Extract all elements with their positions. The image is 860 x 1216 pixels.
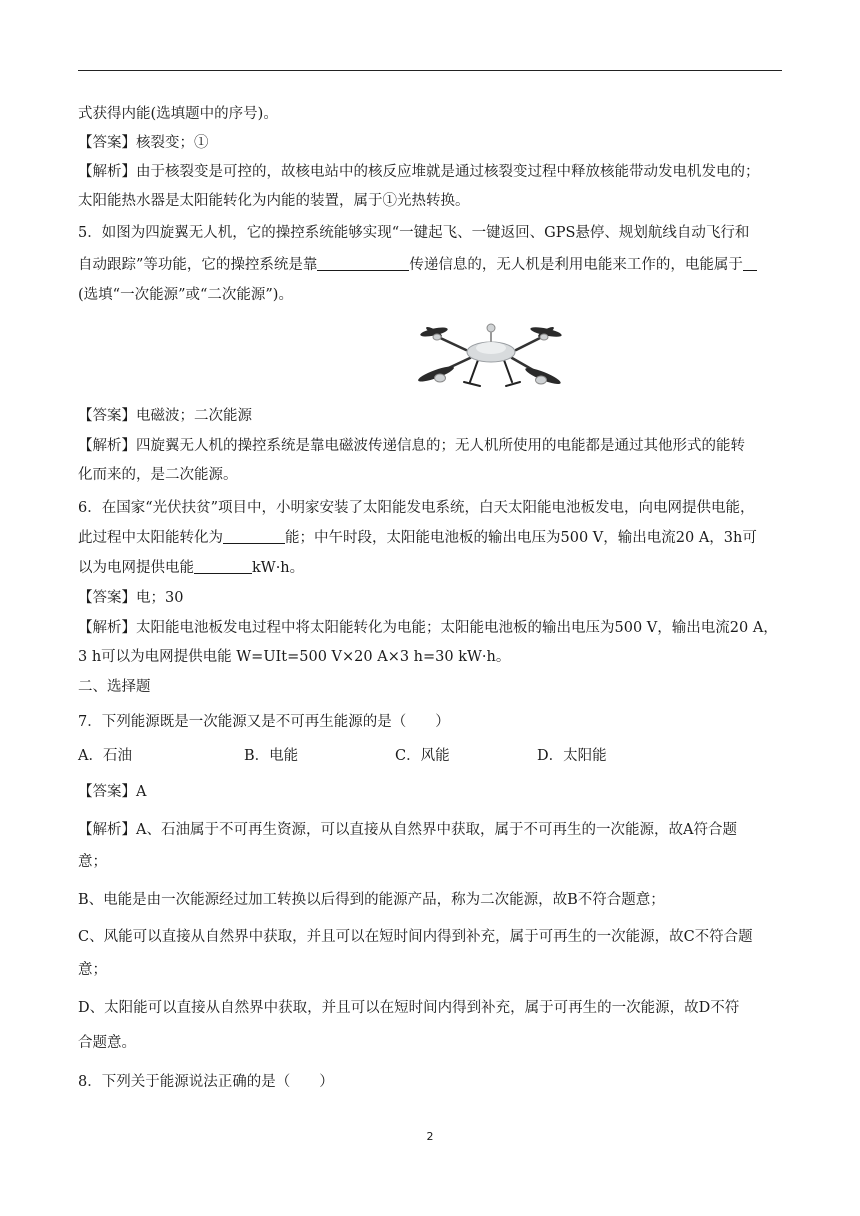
text-line: 意； (78, 962, 107, 978)
answer-blank (223, 529, 285, 544)
quadcopter-drone-image (410, 312, 572, 396)
text-segment: 能；中午时段，太阳能电池板的输出电压为500 V，输出电流20 A，3h可 (285, 530, 757, 546)
question-6: 6．在国家“光伏扶贫”项目中，小明家安装了太阳能发电系统，白天太阳能电池板发电，向电网提供电能， (78, 500, 755, 516)
answer-blank (194, 559, 252, 574)
text-line: 化而来的，是二次能源。 (78, 467, 238, 483)
answer-line: 【答案】核裂变；① (78, 135, 209, 151)
answer-line: 【答案】A (78, 784, 147, 800)
text-line: 太阳能热水器是太阳能转化为内能的装置，属于①光热转换。 (78, 193, 470, 209)
page-number: 2 (426, 1130, 434, 1143)
option-a: A．石油 (78, 748, 132, 764)
analysis-line: 【解析】太阳能电池板发电过程中将太阳能转化为电能；太阳能电池板的输出电压为500 V，输出电流20 A， (78, 620, 778, 636)
answer-line: 【答案】电磁波；二次能源 (78, 408, 252, 424)
text-line: B、电能是由一次能源经过加工转换以后得到的能源产品，称为二次能源，故B不符合题意； (78, 892, 665, 908)
question-6-line3 (78, 558, 788, 578)
answer-blank (743, 256, 757, 271)
text-line: 3 h可以为电网提供电能 W=UIt=500 V×20 A×3 h=30 kW·h。 (78, 649, 511, 665)
question-5-line3: (选填“一次能源”或“二次能源”)。 (78, 287, 293, 303)
question-5: 5．如图为四旋翼无人机，它的操控系统能够实现“一键起飞、一键返回、GPS悬停、规划航线自动飞行和 (78, 225, 750, 241)
text-segment: 以为电网提供电能 (78, 560, 194, 576)
option-d: D．太阳能 (537, 748, 607, 764)
answer-line: 【答案】电；30 (78, 590, 184, 606)
text-segment: 自动跟踪”等功能，它的操控系统是靠 (78, 257, 318, 273)
option-c: C．风能 (395, 748, 450, 764)
text-segment: 此过程中太阳能转化为 (78, 530, 223, 546)
text-line: 意； (78, 854, 107, 870)
question-8: 8．下列关于能源说法正确的是（ ） (78, 1074, 334, 1090)
analysis-line: 【解析】由于核裂变是可控的，故核电站中的核反应堆就是通过核裂变过程中释放核能带动发电机发电的； (78, 164, 760, 180)
answer-blank (317, 256, 409, 271)
question-6-line2 (78, 528, 788, 548)
analysis-line: 【解析】四旋翼无人机的操控系统是靠电磁波传递信息的；无人机所使用的电能都是通过其他形式的能转 (78, 438, 745, 454)
header-rule (78, 70, 782, 71)
text-line: D、太阳能可以直接从自然界中获取，并且可以在短时间内得到补充，属于可再生的一次能源，故D不符 (78, 1000, 740, 1016)
question-5-line2 (78, 255, 788, 275)
analysis-line: 【解析】A、石油属于不可再生资源，可以直接从自然界中获取，属于不可再生的一次能源，故A符合题 (78, 822, 737, 838)
question-7: 7．下列能源既是一次能源又是不可再生能源的是（ ） (78, 714, 450, 730)
text-segment: kW·h。 (252, 560, 305, 576)
text-line: 合题意。 (78, 1035, 136, 1051)
text-line: C、风能可以直接从自然界中获取，并且可以在短时间内得到补充，属于可再生的一次能源，故C不符合题 (78, 929, 753, 945)
option-b: B．电能 (244, 748, 299, 764)
text-line: 式获得内能(选填题中的序号)。 (78, 106, 278, 122)
section-heading: 二、选择题 (78, 679, 151, 695)
text-segment: 传递信息的，无人机是利用电能来工作的，电能属于 (409, 257, 743, 273)
